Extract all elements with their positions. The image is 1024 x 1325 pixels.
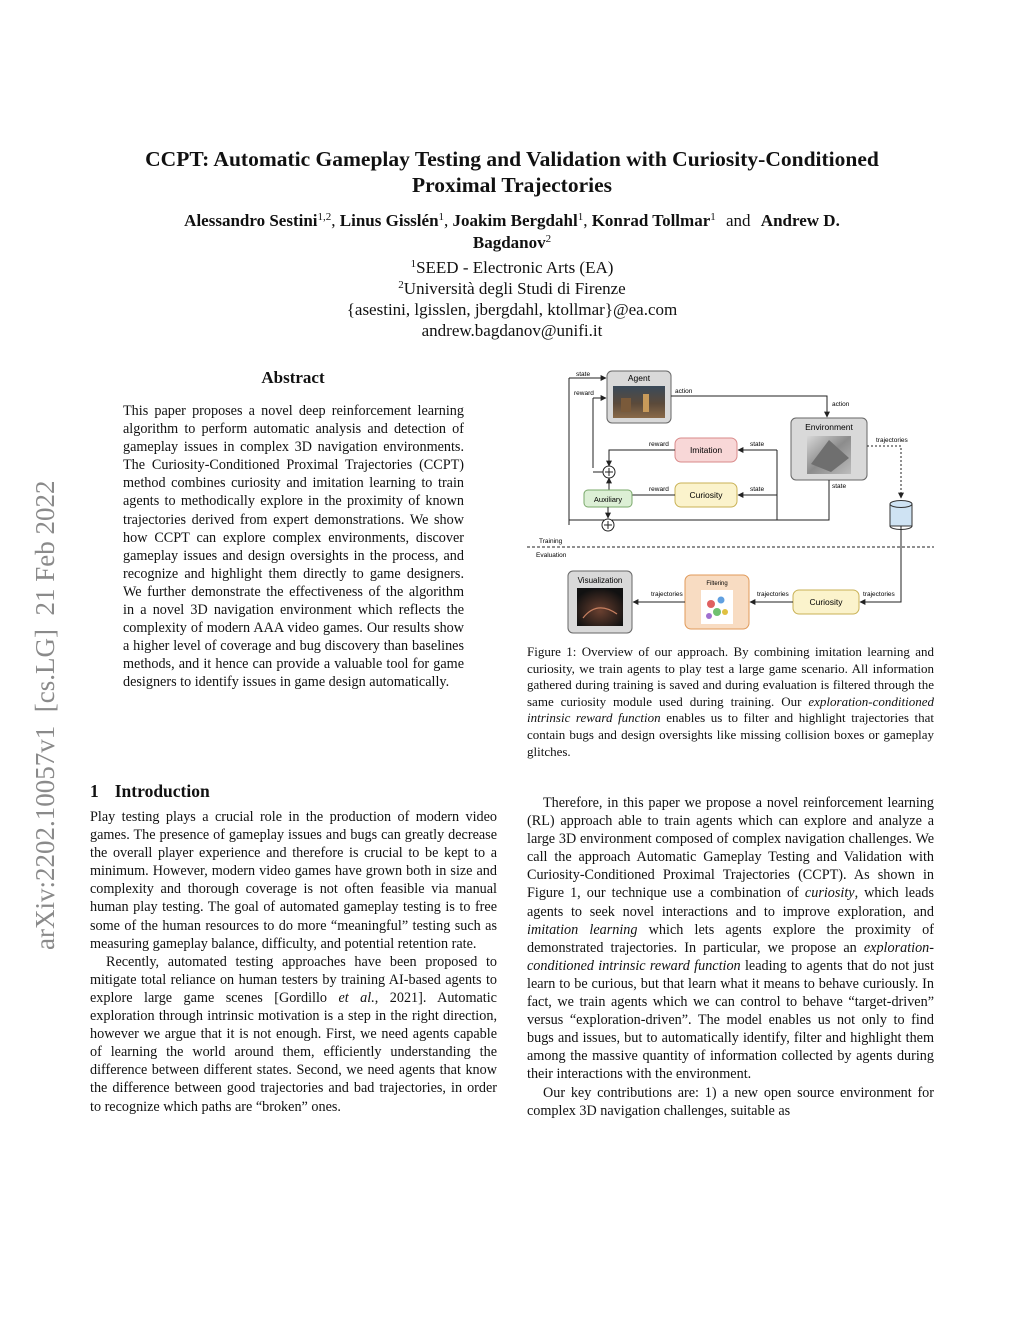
author-name: Linus Gisslén (339, 211, 439, 230)
affiliation-2: Università degli Studi di Firenze (403, 279, 626, 298)
overview-diagram (527, 368, 934, 638)
author-sep: , (331, 211, 336, 230)
left-column (90, 808, 497, 1116)
italic-term: curiosity (804, 885, 855, 902)
figure-caption (527, 644, 934, 760)
reward-label-cur: reward (649, 486, 669, 493)
action-label-1: action (675, 388, 693, 395)
agent-label: Agent (627, 373, 651, 383)
email-2: andrew.bagdanov@unifi.it (421, 321, 603, 340)
environment-label: Environment (805, 422, 853, 432)
caption-text: Figure 1: Overview of our approach. By combining imitation learning and curiosity, we train agents to play test a large game scenario. All information gathered during training is saved and during evaluation is filtered through the same curiosity module used during training. Our (527, 644, 934, 709)
database-icon (890, 501, 912, 530)
arxiv-stamp-text: arXiv:2202.10057v1 [cs.LG] 21 Feb 2022 (30, 480, 60, 950)
sum-node-top (603, 466, 615, 478)
paragraph-text: , 2021]. Automatic exploration through intrinsic motivation is a step in the right direction, however we argue that it is not enough. First, we need agents capable of learning the world around them, efficiently understanding the difference between different states. Second, we need agents that know the difference between good trajectories and bad trajectories, in order to recognize which paths are “broken” ones. (90, 989, 497, 1115)
training-label: Training (539, 538, 563, 545)
section-number: 1 (90, 781, 99, 801)
trajectories-label-eval-2: trajectories (757, 591, 789, 598)
email-1: {asestini, lgisslen, jbergdahl, ktollmar}@ea.com (346, 300, 678, 319)
visualization-image (577, 588, 623, 626)
state-label-cur: state (750, 486, 765, 493)
paragraph (90, 953, 497, 1116)
state-label-imit: state (750, 441, 765, 448)
reward-label: reward (574, 390, 594, 397)
title-line-2: Proximal Trajectories (412, 173, 612, 197)
paragraph-text: Recently, automated testing approaches have been proposed to mitigate total reliance on human testers by training AI-based agents to explore large game scenes [Gordillo (90, 953, 497, 1006)
author-sup: 2 (545, 233, 552, 245)
figure-1 (527, 368, 934, 638)
italic-term: imitation learning (527, 921, 638, 938)
curiosity-label-evaluation: Curiosity (809, 597, 843, 607)
arxiv-stamp (12, 350, 68, 970)
evaluation-label: Evaluation (536, 552, 567, 559)
author-name: Alessandro Sestini (184, 211, 318, 230)
author-name: Joakim Bergdahl (452, 211, 578, 230)
affiliation-1: SEED - Electronic Arts (EA) (416, 258, 614, 277)
trajectories-label-eval-1: trajectories (863, 591, 895, 598)
author-name: Konrad Tollmar (591, 211, 711, 230)
paragraph-text: , which leads agents to seek novel interactions and to improve exploration, and (527, 885, 935, 920)
author-name: Andrew D. (760, 211, 840, 230)
author-sep: , (444, 211, 449, 230)
section-heading (90, 781, 226, 802)
filtering-image (701, 590, 733, 624)
author-sup: 1 (710, 211, 716, 223)
state-label-env: state (832, 483, 847, 490)
caption-italic: exploration-conditioned intrinsic reward function (527, 693, 934, 726)
agent-image (613, 386, 665, 418)
abstract-heading: Abstract (261, 368, 325, 387)
paragraph: Our key contributions are: 1) a new open source environment for complex 3D navigation challenges, suitable as (527, 1084, 934, 1119)
visualization-label: Visualization (577, 576, 623, 585)
paragraph-text: Therefore, in this paper we propose a novel reinforcement learning (RL) approach able to train agents which can explore and analyze a large 3D environment composed of complex navigation challenges. We call the approach Automatic Gameplay Testing and Validation with Curiosity-Conditioned Proximal Trajectories (CCPT). As shown in Figure 1, our technique use a combination of (527, 795, 934, 902)
author-name: Bagdanov (472, 233, 546, 252)
affiliations (80, 257, 944, 341)
abstract-text: This paper proposes a novel deep reinforcement learning algorithm to perform automatic analysis and detection of gameplay issues in complex 3D navigation environments. The Curiosity-Conditioned Proximal Trajectories (CCPT) method combines curiosity and imitation learning to train agents to methodically explore in the proximity of known trajectories derived from expert demonstrations. We show how CCPT can explore complex environments, discover gameplay issues and design oversights in the process, and recognize and highlight them directly to game designers. We further demonstrate the effectiveness of the algorithm in a novel 3D navigation environment which reflects the complexity of modern AAA video games. Our results show a higher level of coverage and bug discovery than baselines methods, and it hence can provide a valuable tool for game designers to identify issues in game design automatically. (123, 403, 464, 691)
trajectories-label-top: trajectories (876, 437, 908, 444)
paragraph: Play testing plays a crucial role in the production of modern video games. The presence of gameplay issues and bugs can greatly decrease the overall player experience and therefore is crucial to be kept to a minimum. However, modern video games have grown both in size and complexity and thorough coverage is not often feasible via manual human play testing. The goal of automated gameplay testing is to free some of the human resources to do more “meaningful” testing such as measuring gameplay balance, difficulty, and potential retention rate. (90, 809, 497, 952)
trajectories-label-eval-3: trajectories (651, 591, 683, 598)
paragraph-text: leading to agents that do not just learn to be curious, but that learn what it means to behave curiously. In fact, we train agents which we can control to behave “target-driven” versus “exploration-driven”. The model enables us not only to find bugs and issues, but to automatically identify, filter and highlight them among the massive quantity of information collected by agents during their interactions with the environment. (527, 957, 934, 1083)
action-label-2: action (832, 401, 850, 408)
filtering-label: Filtering (706, 581, 728, 587)
auxiliary-label: Auxiliary (593, 495, 623, 504)
and-word: and (726, 211, 751, 230)
imitation-label: Imitation (689, 445, 723, 455)
paper-title (80, 146, 944, 198)
affil-sup: 1 (410, 258, 417, 270)
author-list (80, 210, 944, 254)
affil-sup: 2 (398, 279, 404, 291)
italic-term: exploration-conditioned intrinsic reward function (527, 939, 934, 974)
paragraph (527, 794, 934, 1084)
author-sup: 1,2 (317, 211, 332, 223)
paragraph-text: which lets agents explore the proximity of demonstrated trajectories. In particular, we propose an (527, 921, 935, 956)
section-title: Introduction (114, 781, 210, 801)
caption-text-end: enables us to filter and highlight trajectories that contain bugs and design oversights like missing collision boxes or gameplay glitches. (527, 710, 934, 759)
right-column (527, 794, 934, 1120)
author-sup: 1 (438, 211, 445, 223)
curiosity-label-training: Curiosity (689, 490, 723, 500)
sum-node-bottom (602, 519, 614, 531)
reward-label-imit: reward (649, 441, 669, 448)
author-sup: 1 (577, 211, 584, 223)
state-label: state (576, 371, 591, 378)
author-sep: , (583, 211, 588, 230)
title-line-1: CCPT: Automatic Gameplay Testing and Validation with Curiosity-Conditioned (145, 147, 879, 171)
citation-etal: et al. (338, 989, 375, 1006)
